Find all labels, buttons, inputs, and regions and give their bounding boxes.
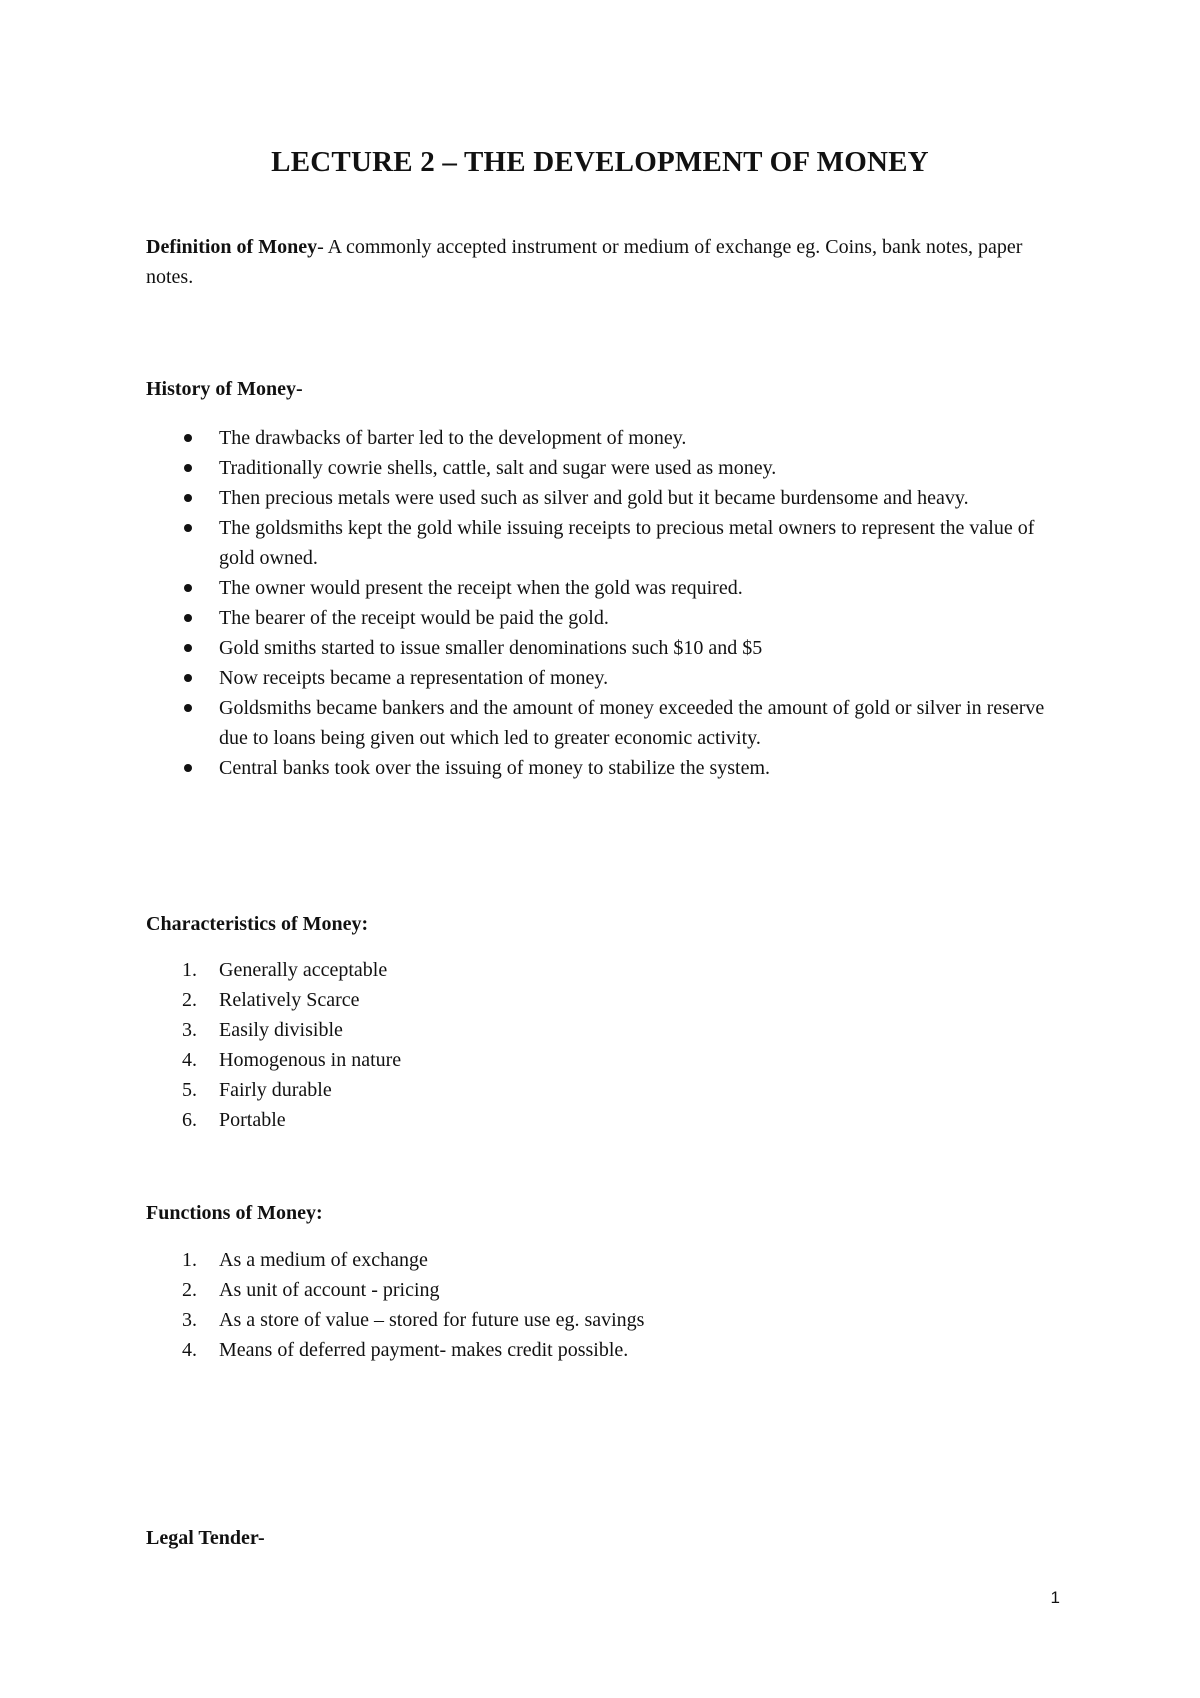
list-item-text: As unit of account - pricing [219, 1279, 440, 1301]
list-item-text: Means of deferred payment- makes credit possible. [219, 1339, 629, 1361]
list-item-text: The bearer of the receipt would be paid the gold. [219, 607, 609, 629]
legal-tender-heading: Legal Tender- [146, 1527, 265, 1549]
characteristics-heading: Characteristics of Money: [146, 913, 369, 935]
list-item-text: As a medium of exchange [219, 1249, 428, 1271]
list-item [146, 453, 1046, 483]
list-item [146, 423, 1046, 453]
list-item [146, 603, 1046, 633]
list-item-text: Traditionally cowrie shells, cattle, salt and sugar were used as money. [219, 457, 777, 479]
list-item [146, 1075, 1046, 1105]
list-number: 2. [182, 989, 197, 1011]
list-item [146, 1015, 1046, 1045]
list-item [146, 693, 1046, 753]
list-number: 5. [182, 1079, 197, 1101]
list-item-text: Gold smiths started to issue smaller denominations such $10 and $5 [219, 637, 763, 659]
bullet-icon [184, 464, 192, 472]
list-item-text: Fairly durable [219, 1079, 332, 1101]
list-number: 6. [182, 1109, 197, 1131]
definition-term: Definition of Money [146, 236, 318, 258]
list-item [146, 1105, 1046, 1135]
page-title: LECTURE 2 – THE DEVELOPMENT OF MONEY [271, 146, 929, 178]
list-item [146, 753, 1046, 783]
list-item-text: Now receipts became a representation of money. [219, 667, 609, 689]
list-item-text: Then precious metals were used such as silver and gold but it became burdensome and heavy. [219, 487, 969, 509]
list-item [146, 513, 1046, 573]
list-number: 3. [182, 1309, 197, 1331]
bullet-icon [184, 584, 192, 592]
page-number: 1 [1050, 1588, 1060, 1607]
list-item-text: Relatively Scarce [219, 989, 360, 1011]
bullet-icon [184, 764, 192, 772]
characteristics-list [146, 955, 1046, 1135]
list-item-text: Generally acceptable [219, 959, 388, 981]
history-heading: History of Money- [146, 378, 303, 400]
list-item-text: The owner would present the receipt when the gold was required. [219, 577, 743, 599]
list-number: 1. [182, 1249, 197, 1271]
list-item [146, 633, 1046, 663]
list-item-text: As a store of value – stored for future use eg. savings [219, 1309, 645, 1331]
list-item [146, 1335, 1046, 1365]
bullet-icon [184, 524, 192, 532]
bullet-icon [184, 704, 192, 712]
definition-text: - A commonly accepted instrument or medium of exchange eg. Coins, bank notes, paper notes. [146, 236, 1023, 288]
bullet-icon [184, 614, 192, 622]
list-item [146, 985, 1046, 1015]
bullet-icon [184, 674, 192, 682]
list-item [146, 1045, 1046, 1075]
bullet-icon [184, 434, 192, 442]
list-item [146, 1275, 1046, 1305]
list-number: 4. [182, 1339, 197, 1361]
bullet-icon [184, 494, 192, 502]
list-item-text: Goldsmiths became bankers and the amount of money exceeded the amount of gold or silver in reserve due to loans being given out which led to greater economic activity. [219, 697, 1045, 749]
bullet-icon [184, 644, 192, 652]
list-item-text: Homogenous in nature [219, 1049, 402, 1071]
functions-list [146, 1245, 1046, 1365]
definition-paragraph [146, 232, 1046, 292]
history-list [146, 423, 1046, 783]
list-number: 1. [182, 959, 197, 981]
list-item [146, 573, 1046, 603]
list-item-text: Easily divisible [219, 1019, 343, 1041]
list-number: 2. [182, 1279, 197, 1301]
list-item-text: Central banks took over the issuing of money to stabilize the system. [219, 757, 771, 779]
list-item [146, 1305, 1046, 1335]
list-item-text: The drawbacks of barter led to the development of money. [219, 427, 687, 449]
list-item [146, 483, 1046, 513]
list-item-text: Portable [219, 1109, 286, 1131]
list-item [146, 955, 1046, 985]
functions-heading: Functions of Money: [146, 1202, 323, 1224]
list-number: 3. [182, 1019, 197, 1041]
list-item [146, 1245, 1046, 1275]
list-number: 4. [182, 1049, 197, 1071]
list-item-text: The goldsmiths kept the gold while issuing receipts to precious metal owners to represent the value of gold owned. [219, 517, 1035, 569]
list-item [146, 663, 1046, 693]
